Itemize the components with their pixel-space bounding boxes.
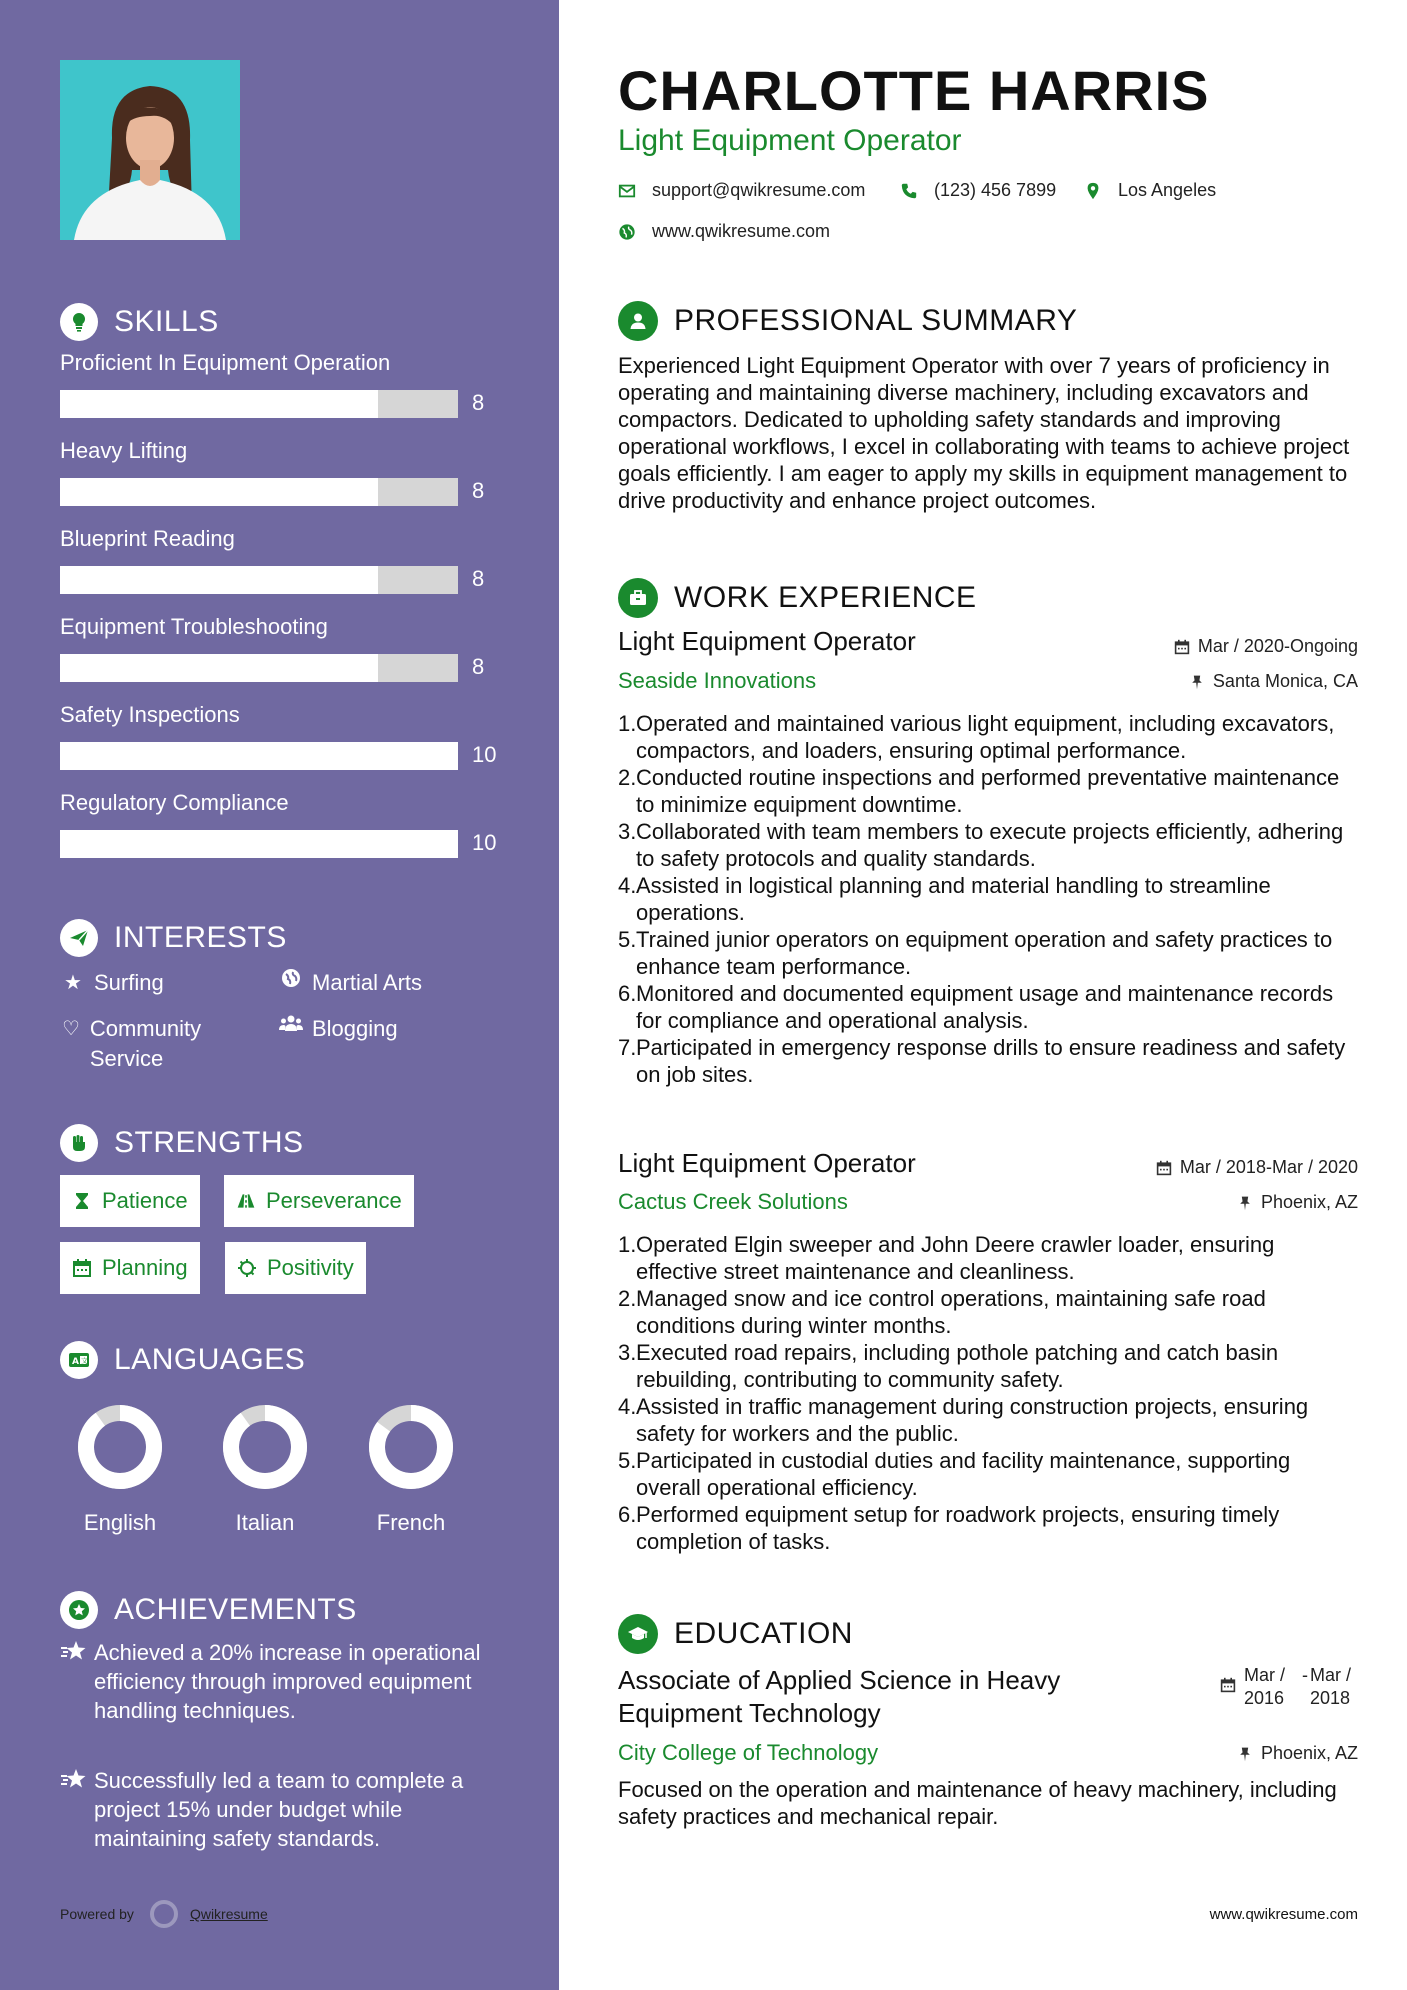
skill-label: Proficient In Equipment Operation <box>60 350 391 375</box>
skill-label: Safety Inspections <box>60 702 240 727</box>
duty-item: Executed road repairs, including pothole patching and catch basin rebuilding, contributing to community safety. <box>636 1340 1279 1392</box>
achievement-item <box>60 1638 500 1725</box>
language-name: English <box>83 1510 157 1535</box>
envelope-icon <box>618 182 636 200</box>
duty-item: Managed snow and ice control operations, maintaining safe road conditions during winter months. <box>636 1286 1266 1338</box>
duty-item: Performed equipment setup for roadwork projects, ensuring timely completion of tasks. <box>636 1502 1280 1554</box>
skill-bar <box>60 478 458 506</box>
education-end: Mar / 2018 <box>1310 1665 1352 1708</box>
job-company: Seaside Innovations <box>618 668 817 693</box>
education-location-text: Phoenix, AZ <box>1260 1743 1358 1763</box>
education-start: Mar / 2016 <box>1244 1665 1286 1708</box>
duty-item: Assisted in traffic management during construction projects, ensuring safety for workers and the public. <box>636 1394 1309 1446</box>
pushpin-icon <box>1189 674 1205 690</box>
duty-item: Operated Elgin sweeper and John Deere crawler loader, ensuring effective street maintenance and cleanliness. <box>636 1232 1275 1284</box>
interest-label: Community Service <box>89 1016 202 1071</box>
skills-heading <box>60 302 219 342</box>
calendar-icon <box>1156 1160 1172 1176</box>
achievements-heading <box>60 1590 357 1630</box>
skill-bar-fill <box>60 390 378 418</box>
calendar-icon <box>1220 1676 1236 1699</box>
summary-text: Experienced Light Equipment Operator with over 7 years of proficiency in operating and maintaining diverse machinery, including excavators and compactors. Dedicated to upholding safety standards and improving operational workflows, I excel in collaborating with teams to achieve project goals efficiently. I am eager to apply my skills in equipment management to drive productivity and enhance project outcomes. <box>618 353 1350 513</box>
experience-heading <box>618 578 977 618</box>
powered-by <box>60 1900 268 1928</box>
job-title: Light Equipment Operator <box>618 124 962 157</box>
skill-bar-fill <box>60 830 458 858</box>
users-icon <box>278 1014 304 1034</box>
strength-label: Patience <box>102 1188 188 1213</box>
contact-phone[interactable] <box>900 180 1056 201</box>
job-location-text: Phoenix, AZ <box>1260 1192 1358 1212</box>
profile-photo <box>60 60 240 240</box>
qwikresume-link[interactable]: Qwikresume <box>189 1906 268 1922</box>
phone-text: (123) 456 7899 <box>934 180 1057 200</box>
strength-label: Positivity <box>267 1255 354 1280</box>
translate-icon <box>60 1341 98 1379</box>
strength-label: Planning <box>102 1255 188 1280</box>
svg-text:A: A <box>72 1357 79 1367</box>
skill-bar-fill <box>60 566 378 594</box>
interest-martial-arts <box>278 968 422 998</box>
job-location <box>1189 671 1358 692</box>
interests-heading <box>60 918 287 958</box>
job-location-text: Santa Monica, CA <box>1212 671 1358 691</box>
duty-item: Operated and maintained various light equipment, including excavators, compactors, and loaders, ensuring optimal performance. <box>636 711 1335 763</box>
skill-label: Blueprint Reading <box>60 526 235 551</box>
education-description: Focused on the operation and maintenance of heavy machinery, including safety practices and mechanical repair. <box>618 1777 1337 1829</box>
job-dates <box>1174 636 1358 657</box>
job-duties <box>618 710 1358 1088</box>
skill-label: Regulatory Compliance <box>60 790 289 815</box>
website-text: www.qwikresume.com <box>652 221 831 241</box>
skill-value: 10 <box>472 742 497 767</box>
job-role: Light Equipment Operator <box>618 626 916 656</box>
powered-by-label: Powered by <box>60 1906 134 1922</box>
calendar-icon <box>72 1258 92 1278</box>
footer-website[interactable]: www.qwikresume.com <box>1209 1906 1358 1923</box>
duty-item: Participated in emergency response drills to ensure readiness and safety on job sites. <box>636 1035 1346 1087</box>
fist-icon <box>60 1124 98 1162</box>
skill-bar-fill <box>60 742 458 770</box>
skill-label: Equipment Troubleshooting <box>60 614 328 639</box>
language-item <box>205 1404 325 1536</box>
paper-plane-icon <box>60 919 98 957</box>
star-swoosh-icon <box>60 1640 94 1725</box>
duty-item: Monitored and documented equipment usage and maintenance records for compliance and operational analysis. <box>636 981 1334 1033</box>
job-dates-text: Mar / 2018-Mar / 2020 <box>1179 1157 1358 1177</box>
skill-value: 10 <box>472 830 497 855</box>
strength-planning <box>60 1242 200 1294</box>
language-item <box>351 1404 471 1536</box>
interest-blogging <box>278 1014 398 1044</box>
globe-icon <box>618 223 636 241</box>
language-level-donut <box>368 1404 454 1490</box>
star-icon: ★ <box>64 972 82 994</box>
language-level-donut <box>77 1404 163 1490</box>
contact-location <box>1084 180 1216 201</box>
pushpin-icon <box>1237 1195 1253 1211</box>
skill-bar <box>60 654 458 682</box>
achievement-text: Achieved a 20% increase in operational efficiency through improved equipment handling techniques. <box>94 1640 481 1723</box>
strength-perseverance <box>224 1175 414 1227</box>
date-separator: - <box>1302 1665 1308 1685</box>
lightbulb-icon <box>60 303 98 341</box>
language-level-donut <box>222 1404 308 1490</box>
summary-title: PROFESSIONAL SUMMARY <box>674 304 1078 337</box>
duty-item: Participated in custodial duties and facility maintenance, supporting overall operational efficiency. <box>636 1448 1291 1500</box>
language-name: Italian <box>235 1510 295 1535</box>
pushpin-icon <box>1237 1746 1253 1762</box>
interest-community-service <box>60 1014 250 1074</box>
languages-title: LANGUAGES <box>114 1343 306 1376</box>
contact-email[interactable] <box>618 180 865 201</box>
skill-bar-fill <box>60 654 378 682</box>
strengths-heading <box>60 1123 304 1163</box>
education-location <box>1237 1743 1358 1764</box>
user-icon <box>618 301 658 341</box>
interest-label: Blogging <box>312 1016 398 1041</box>
star-swoosh-icon <box>60 1768 94 1853</box>
job-duties <box>618 1231 1358 1555</box>
award-star-icon <box>60 1591 98 1629</box>
svg-text:文: 文 <box>81 1357 88 1365</box>
map-pin-icon <box>1084 182 1102 200</box>
achievement-text: Successfully led a team to complete a project 15% under budget while maintaining safety standards. <box>94 1768 464 1851</box>
summary-heading <box>618 301 1077 341</box>
duty-item: Trained junior operators on equipment operation and safety practices to enhance team performance. <box>636 927 1333 979</box>
job-dates <box>1156 1157 1358 1178</box>
duty-item: Assisted in logistical planning and material handling to streamline operations. <box>636 873 1271 925</box>
education-title: EDUCATION <box>674 1617 853 1650</box>
languages-heading <box>60 1340 305 1380</box>
email-text: support@qwikresume.com <box>652 180 866 200</box>
achievements-title: ACHIEVEMENTS <box>114 1593 357 1626</box>
skill-bar <box>60 390 458 418</box>
strength-label: Perseverance <box>266 1188 402 1213</box>
location-text: Los Angeles <box>1118 180 1217 200</box>
contact-website[interactable] <box>618 221 830 242</box>
education-heading <box>618 1614 853 1654</box>
skills-title: SKILLS <box>114 305 219 338</box>
sun-icon <box>237 1258 257 1278</box>
school-name: City College of Technology <box>618 1740 879 1765</box>
skill-bar <box>60 742 458 770</box>
sidebar <box>0 0 559 1990</box>
duty-item: Conducted routine inspections and performed preventative maintenance to minimize equipment downtime. <box>636 765 1340 817</box>
language-item <box>60 1404 180 1536</box>
skill-bar-fill <box>60 478 378 506</box>
globe-icon <box>278 968 304 988</box>
road-icon <box>236 1191 256 1211</box>
degree-title: Associate of Applied Science in Heavy Equipment Technology <box>618 1665 1061 1728</box>
language-name: French <box>376 1510 446 1535</box>
interest-surfing <box>60 968 164 998</box>
skill-bar <box>60 566 458 594</box>
strength-positivity <box>225 1242 366 1294</box>
job-role: Light Equipment Operator <box>618 1148 916 1178</box>
candidate-name: CHARLOTTE HARRIS <box>618 59 1210 122</box>
skill-value: 8 <box>472 390 485 415</box>
experience-title: WORK EXPERIENCE <box>674 581 977 614</box>
job-company: Cactus Creek Solutions <box>618 1189 848 1214</box>
interest-label: Surfing <box>94 970 164 995</box>
interest-label: Martial Arts <box>312 970 423 995</box>
interests-title: INTERESTS <box>114 921 287 954</box>
phone-icon <box>900 182 918 200</box>
achievement-item <box>60 1766 500 1853</box>
education-dates <box>1220 1664 1358 1710</box>
skill-label: Heavy Lifting <box>60 438 188 463</box>
skill-bar <box>60 830 458 858</box>
duty-item: Collaborated with team members to execute projects efficiently, adhering to safety protocols and quality standards. <box>636 819 1344 871</box>
skill-value: 8 <box>472 654 485 679</box>
strength-patience <box>60 1175 200 1227</box>
calendar-icon <box>1174 639 1190 655</box>
job-dates-text: Mar / 2020-Ongoing <box>1197 636 1358 656</box>
heart-icon: ♡ <box>61 1018 80 1040</box>
job-location <box>1237 1192 1358 1213</box>
strengths-title: STRENGTHS <box>114 1126 304 1159</box>
skill-value: 8 <box>472 566 485 591</box>
skill-value: 8 <box>472 478 485 503</box>
graduation-cap-icon <box>618 1614 658 1654</box>
qwikresume-logo-icon <box>150 1900 178 1928</box>
hourglass-icon <box>72 1191 92 1211</box>
briefcase-icon <box>618 578 658 618</box>
